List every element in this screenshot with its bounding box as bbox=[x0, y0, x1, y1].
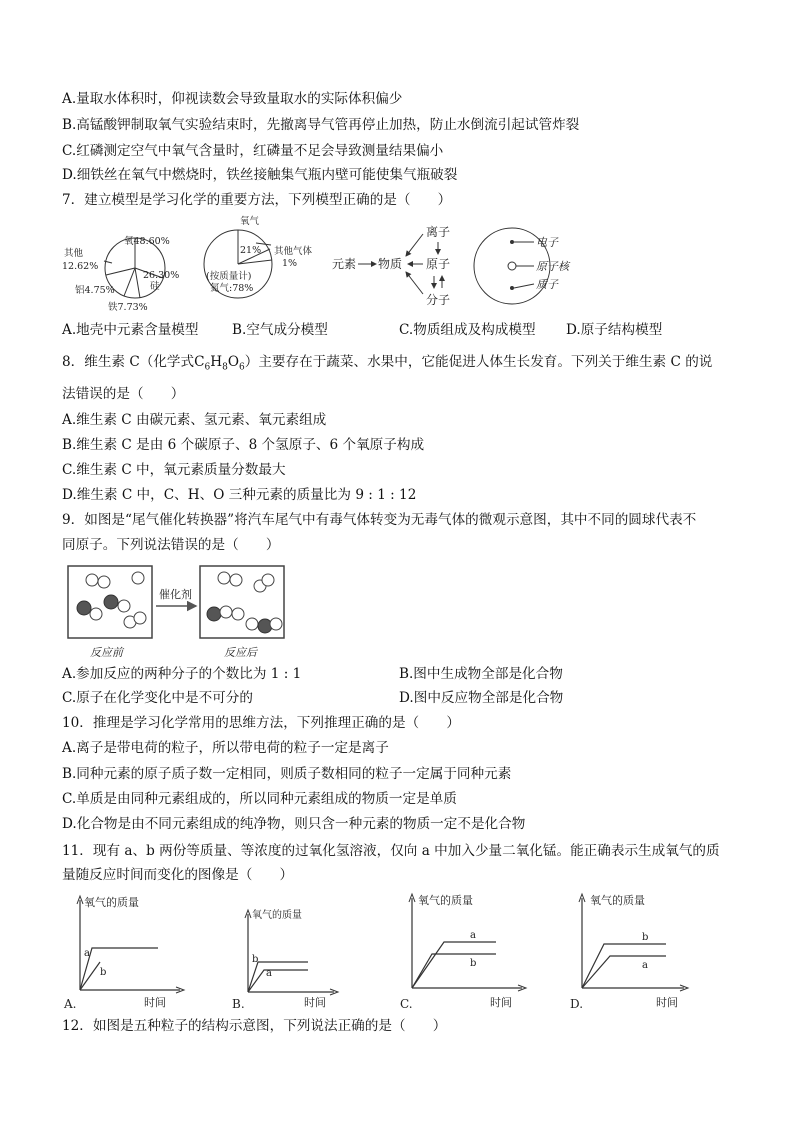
crust-element-pie-chart bbox=[60, 214, 200, 314]
graph-b-xlabel: 时间 bbox=[304, 996, 326, 1009]
q7-option-a: A.地壳中元素含量模型 bbox=[62, 322, 199, 338]
pie1-aluminum: 铝4.75% bbox=[75, 285, 115, 296]
q6-option-b: B.高锰酸钾制取氧气实验结束时，先撤离导气管再停止加热，防止水倒流引起试管炸裂 bbox=[62, 117, 580, 133]
q9-option-d: D.图中反应物全部是化合物 bbox=[399, 690, 564, 706]
q10-option-c: C.单质是由同种元素组成的，所以同种元素组成的物质一定是单质 bbox=[62, 791, 457, 807]
q7-option-c: C.物质组成及构成模型 bbox=[399, 322, 536, 338]
substance-composition-diagram bbox=[330, 222, 470, 310]
pie2-note: (按质量计) bbox=[206, 271, 252, 282]
pie1-other-val: 12.62% bbox=[62, 261, 99, 272]
q9-stem: 9．如图是“尾气催化转换器”将汽车尾气中有毒气体转变为无毒气体的微观示意图，其中不同的圆球代表不 bbox=[62, 512, 697, 528]
q8-option-d: D.维生素 C 中，C、H、O 三种元素的质量比为 9 : 1 : 12 bbox=[62, 487, 417, 503]
q6-option-d: D.细铁丝在氧气中燃烧时，铁丝接触集气瓶内壁可能使集气瓶破裂 bbox=[62, 167, 458, 183]
q6-option-a: A.量取水体积时，仰视读数会导致量取水的实际体积偏少 bbox=[62, 91, 403, 107]
pie2-other: 其他气体 bbox=[274, 246, 313, 257]
pie2-other-val: 1% bbox=[282, 258, 298, 269]
graph-d-label-b: b bbox=[642, 932, 649, 943]
graph-a-label-a: a bbox=[84, 948, 90, 959]
pie1-silicon: 26.30% bbox=[143, 270, 180, 281]
graph-b-letter: B. bbox=[232, 997, 245, 1011]
graph-d-label-a: a bbox=[642, 960, 648, 971]
q9-option-c: C.原子在化学变化中是不可分的 bbox=[62, 690, 253, 706]
pie1-other: 其他 bbox=[64, 248, 84, 259]
graph-c-label-a: a bbox=[470, 930, 476, 941]
q11-stem: 11．现有 a、b 两份等质量、等浓度的过氧化氢溶液，仅向 a 中加入少量二氧化锰。能正确表示生成氧气的质 bbox=[62, 843, 720, 859]
pie1-silicon-name: 硅 bbox=[150, 281, 160, 292]
atom-electron: 电子 bbox=[536, 236, 558, 249]
catalytic-converter-diagram bbox=[64, 562, 304, 660]
q10-option-b: B.同种元素的原子质子数一定相同，则质子数相同的粒子一定属于同种元素 bbox=[62, 766, 512, 782]
atom-nucleus: 原子核 bbox=[536, 260, 569, 273]
diagram-element: 元素 bbox=[332, 257, 357, 271]
graph-d-xlabel: 时间 bbox=[656, 996, 678, 1009]
graph-c-xlabel: 时间 bbox=[490, 996, 512, 1009]
q9-stem-line2: 同原子。下列说法错误的是（ ） bbox=[62, 537, 280, 553]
pie1-oxygen: 氧48.60% bbox=[124, 236, 170, 247]
q11-stem-line2: 量随反应时间而变化的图像是（ ） bbox=[62, 867, 294, 883]
graph-b-label-b: b bbox=[252, 954, 259, 965]
graph-a bbox=[62, 890, 212, 1012]
graph-b bbox=[230, 890, 380, 1012]
pie1-iron: 铁7.73% bbox=[108, 302, 148, 313]
q12-stem: 12．如图是五种粒子的结构示意图，下列说法正确的是（ ） bbox=[62, 1018, 447, 1034]
graph-b-label-a: a bbox=[266, 968, 272, 979]
graph-a-label-b: b bbox=[100, 967, 107, 978]
diagram-atom: 原子 bbox=[426, 257, 451, 271]
q7-stem: 7．建立模型是学习化学的重要方法，下列模型正确的是（ ） bbox=[62, 192, 452, 208]
q7-option-b: B.空气成分模型 bbox=[232, 322, 328, 338]
graph-a-xlabel: 时间 bbox=[144, 996, 166, 1009]
diagram-substance: 物质 bbox=[378, 257, 403, 271]
pie2-oxygen-val: 21% bbox=[240, 245, 262, 256]
q8-option-b: B.维生素 C 是由 6 个碳原子、8 个氢原子、6 个氧原子构成 bbox=[62, 437, 425, 453]
q6-option-c: C.红磷测定空气中氧气含量时，红磷量不足会导致测量结果偏小 bbox=[62, 143, 444, 159]
graph-d bbox=[568, 888, 718, 1012]
q9-option-b: B.图中生成物全部是化合物 bbox=[399, 666, 563, 682]
graph-c-label-b: b bbox=[470, 958, 477, 969]
q7-option-d: D.原子结构模型 bbox=[566, 322, 663, 338]
q8-stem: 8．维生素 C（化学式$C_6H_8O_6$）主要存在于蔬菜、水果中，它能促进人体生长发育。下列关于维生素 C 的说 bbox=[62, 354, 713, 373]
pie2-oxygen: 氧气 bbox=[240, 216, 260, 227]
air-composition-pie-chart bbox=[200, 210, 320, 310]
after-label: 反应后 bbox=[224, 646, 257, 659]
graph-d-letter: D. bbox=[570, 997, 584, 1011]
diagram-molecule: 分子 bbox=[426, 293, 451, 307]
graph-c-ylabel: 氧气的质量 bbox=[418, 894, 473, 907]
q10-stem: 10．推理是学习化学常用的思维方法，下列推理正确的是（ ） bbox=[62, 715, 460, 731]
catalyst-label: 催化剂 bbox=[159, 588, 192, 601]
graph-d-ylabel: 氧气的质量 bbox=[590, 894, 645, 907]
pie2-nitrogen: 氮气:78% bbox=[210, 283, 254, 294]
q10-option-a: A.离子是带电荷的粒子，所以带电荷的粒子一定是离子 bbox=[62, 740, 389, 756]
diagram-ion: 离子 bbox=[426, 225, 451, 239]
graph-b-ylabel: 氧气的质量 bbox=[252, 910, 302, 921]
q8-option-c: C.维生素 C 中，氧元素质量分数最大 bbox=[62, 462, 286, 478]
atom-proton: 质子 bbox=[536, 278, 558, 291]
q8-option-a: A.维生素 C 由碳元素、氢元素、氧元素组成 bbox=[62, 412, 327, 428]
q10-option-d: D.化合物是由不同元素组成的纯净物，则只含一种元素的物质一定不是化合物 bbox=[62, 816, 526, 832]
vitamin-c-formula: $C_6H_8O_6$ bbox=[194, 354, 245, 373]
graph-a-ylabel: 氧气的质量 bbox=[84, 896, 139, 909]
graph-a-letter: A. bbox=[64, 997, 77, 1011]
graph-c bbox=[398, 888, 548, 1012]
graph-c-letter: C. bbox=[400, 997, 413, 1011]
atom-structure-diagram bbox=[470, 222, 600, 308]
before-label: 反应前 bbox=[90, 646, 123, 659]
q9-option-a: A.参加反应的两种分子的个数比为 1 : 1 bbox=[62, 666, 302, 682]
q8-stem-line2: 法错误的是（ ） bbox=[62, 386, 185, 402]
